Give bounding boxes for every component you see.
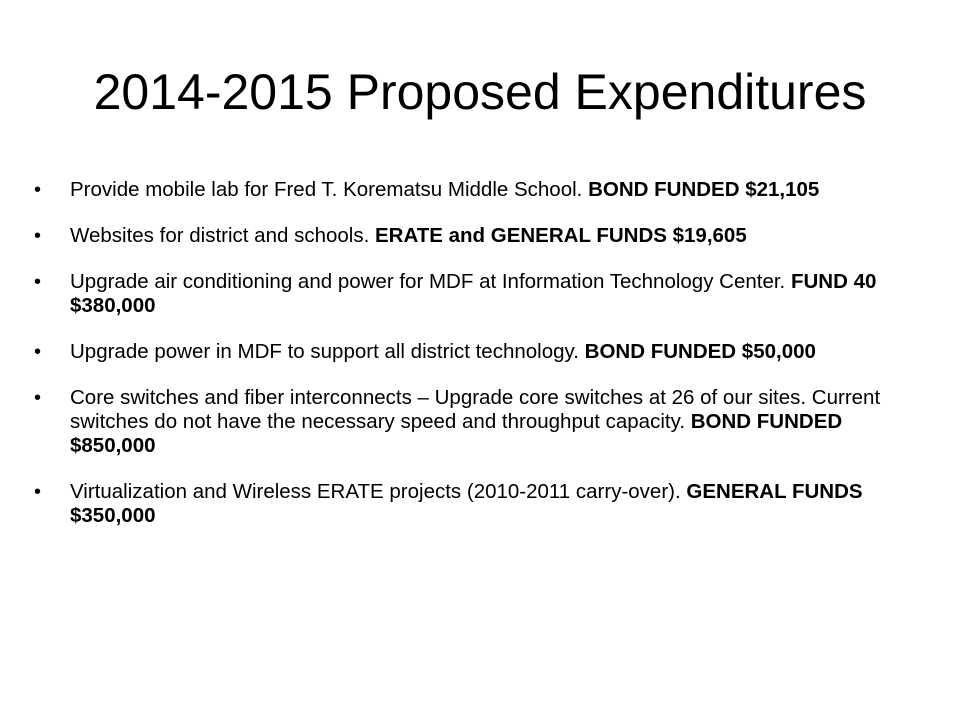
bullet-item — [32, 178, 916, 202]
slide-title: 2014-2015 Proposed Expenditures — [93, 64, 867, 120]
funding-amount: GENERAL FUNDS $350,000 — [70, 480, 863, 527]
bullet-text: Core switches and fiber interconnects – Upgrade core switches at 26 of our sites. Current switches do not have the necessary speed and throughput capacity. — [70, 386, 881, 433]
funding-amount: BOND FUNDED $850,000 — [70, 410, 843, 457]
bullet-icon: • — [34, 341, 42, 363]
bullet-text: Upgrade power in MDF to support all district technology. — [70, 340, 585, 363]
bullet-icon: • — [34, 481, 42, 503]
bullet-item — [32, 480, 916, 528]
funding-amount: BOND FUNDED $21,105 — [588, 178, 820, 201]
bullet-item — [32, 224, 916, 248]
bullet-item — [32, 386, 916, 458]
bullet-text: Virtualization and Wireless ERATE projects (2010-2011 carry-over). — [70, 480, 687, 503]
bullet-icon: • — [34, 271, 42, 293]
bullet-icon: • — [34, 179, 42, 201]
bullet-list — [32, 178, 916, 550]
bullet-item — [32, 270, 916, 318]
bullet-text: Websites for district and schools. — [70, 224, 375, 247]
bullet-item — [32, 340, 916, 364]
funding-amount: BOND FUNDED $50,000 — [584, 340, 816, 363]
bullet-icon: • — [34, 225, 42, 247]
funding-amount: ERATE and GENERAL FUNDS $19,605 — [374, 224, 747, 247]
bullet-text: Provide mobile lab for Fred T. Korematsu Middle School. — [70, 178, 589, 201]
bullet-text: Upgrade air conditioning and power for MDF at Information Technology Center. — [70, 270, 791, 293]
bullet-icon: • — [34, 387, 42, 409]
funding-amount: FUND 40 $380,000 — [70, 270, 877, 317]
